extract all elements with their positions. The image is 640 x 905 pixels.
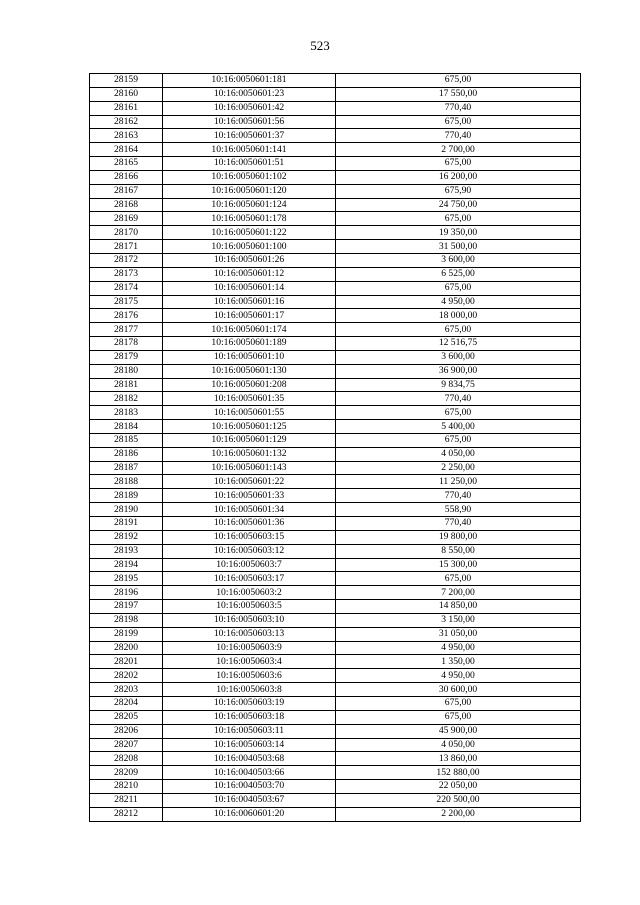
table-row: [90, 157, 581, 171]
row-number-cell: 28163: [90, 129, 163, 143]
table-row: [90, 74, 581, 88]
amount-cell: 675,00: [336, 212, 581, 226]
row-number-cell: 28186: [90, 447, 163, 461]
amount-cell: 4 050,00: [336, 447, 581, 461]
cadastral-number-cell: 10:16:0050601:178: [163, 212, 336, 226]
row-number-cell: 28167: [90, 184, 163, 198]
row-number-cell: 28164: [90, 143, 163, 157]
table-row: [90, 572, 581, 586]
cadastral-number-cell: 10:16:0050601:130: [163, 364, 336, 378]
amount-cell: 770,40: [336, 392, 581, 406]
row-number-cell: 28173: [90, 267, 163, 281]
table-row: [90, 489, 581, 503]
table-row: [90, 295, 581, 309]
cadastral-number-cell: 10:16:0050603:15: [163, 530, 336, 544]
cadastral-number-cell: 10:16:0050601:26: [163, 253, 336, 267]
table-row: [90, 350, 581, 364]
amount-cell: 11 250,00: [336, 475, 581, 489]
cadastral-number-cell: 10:16:0050601:208: [163, 378, 336, 392]
table-row: [90, 226, 581, 240]
cadastral-number-cell: 10:16:0050603:10: [163, 613, 336, 627]
table-row: [90, 724, 581, 738]
page-number: 523: [310, 38, 330, 53]
cadastral-number-cell: 10:16:0050601:102: [163, 170, 336, 184]
table-body: [90, 74, 581, 822]
row-number-cell: 28202: [90, 669, 163, 683]
table-row: [90, 281, 581, 295]
cadastral-number-cell: 10:16:0050603:14: [163, 738, 336, 752]
amount-cell: 24 750,00: [336, 198, 581, 212]
cadastral-number-cell: 10:16:0050601:56: [163, 115, 336, 129]
table-row: [90, 738, 581, 752]
cadastral-number-cell: 10:16:0050601:51: [163, 157, 336, 171]
cadastral-number-cell: 10:16:0050601:16: [163, 295, 336, 309]
amount-cell: 36 900,00: [336, 364, 581, 378]
cadastral-number-cell: 10:16:0050601:33: [163, 489, 336, 503]
cadastral-number-cell: 10:16:0050601:129: [163, 433, 336, 447]
amount-cell: 31 500,00: [336, 240, 581, 254]
amount-cell: 2 200,00: [336, 807, 581, 821]
cadastral-number-cell: 10:16:0050603:12: [163, 544, 336, 558]
row-number-cell: 28170: [90, 226, 163, 240]
row-number-cell: 28168: [90, 198, 163, 212]
amount-cell: 16 200,00: [336, 170, 581, 184]
row-number-cell: 28162: [90, 115, 163, 129]
cadastral-number-cell: 10:16:0050601:42: [163, 101, 336, 115]
amount-cell: 675,00: [336, 157, 581, 171]
table-row: [90, 143, 581, 157]
cadastral-number-cell: 10:16:0050601:10: [163, 350, 336, 364]
row-number-cell: 28189: [90, 489, 163, 503]
table-row: [90, 253, 581, 267]
table-row: [90, 87, 581, 101]
row-number-cell: 28178: [90, 337, 163, 351]
amount-cell: 675,00: [336, 572, 581, 586]
cadastral-number-cell: 10:16:0040503:67: [163, 793, 336, 807]
cadastral-number-cell: 10:16:0050601:35: [163, 392, 336, 406]
amount-cell: 770,40: [336, 489, 581, 503]
table-row: [90, 184, 581, 198]
table-row: [90, 212, 581, 226]
table-row: [90, 558, 581, 572]
row-number-cell: 28159: [90, 74, 163, 88]
cadastral-number-cell: 10:16:0050601:23: [163, 87, 336, 101]
row-number-cell: 28194: [90, 558, 163, 572]
table-row: [90, 240, 581, 254]
amount-cell: 675,00: [336, 406, 581, 420]
table-row: [90, 669, 581, 683]
table-row: [90, 101, 581, 115]
cadastral-number-cell: 10:16:0040503:68: [163, 752, 336, 766]
cadastral-number-cell: 10:16:0050601:37: [163, 129, 336, 143]
table-row: [90, 475, 581, 489]
cadastral-number-cell: 10:16:0050601:141: [163, 143, 336, 157]
amount-cell: 12 516,75: [336, 337, 581, 351]
table-row: [90, 793, 581, 807]
table-row: [90, 406, 581, 420]
amount-cell: 675,00: [336, 323, 581, 337]
amount-cell: 558,90: [336, 503, 581, 517]
row-number-cell: 28177: [90, 323, 163, 337]
table-row: [90, 710, 581, 724]
table-row: [90, 392, 581, 406]
amount-cell: 19 800,00: [336, 530, 581, 544]
table-row: [90, 461, 581, 475]
amount-cell: 9 834,75: [336, 378, 581, 392]
cadastral-number-cell: 10:16:0050601:189: [163, 337, 336, 351]
table-row: [90, 337, 581, 351]
row-number-cell: 28182: [90, 392, 163, 406]
cadastral-number-cell: 10:16:0050603:8: [163, 683, 336, 697]
table-row: [90, 309, 581, 323]
cadastral-number-cell: 10:16:0050601:122: [163, 226, 336, 240]
amount-cell: 770,40: [336, 517, 581, 531]
row-number-cell: 28185: [90, 433, 163, 447]
row-number-cell: 28200: [90, 641, 163, 655]
row-number-cell: 28211: [90, 793, 163, 807]
table-row: [90, 267, 581, 281]
amount-cell: 4 950,00: [336, 641, 581, 655]
amount-cell: 45 900,00: [336, 724, 581, 738]
cadastral-number-cell: 10:16:0050603:7: [163, 558, 336, 572]
amount-cell: 5 400,00: [336, 420, 581, 434]
table-row: [90, 752, 581, 766]
cadastral-number-cell: 10:16:0050601:22: [163, 475, 336, 489]
table-row: [90, 613, 581, 627]
table-row: [90, 766, 581, 780]
row-number-cell: 28199: [90, 627, 163, 641]
cadastral-number-cell: 10:16:0050601:34: [163, 503, 336, 517]
row-number-cell: 28190: [90, 503, 163, 517]
row-number-cell: 28197: [90, 600, 163, 614]
amount-cell: 675,00: [336, 433, 581, 447]
amount-cell: 1 350,00: [336, 655, 581, 669]
table-row: [90, 198, 581, 212]
cadastral-number-cell: 10:16:0050603:4: [163, 655, 336, 669]
row-number-cell: 28193: [90, 544, 163, 558]
cadastral-number-cell: 10:16:0050601:143: [163, 461, 336, 475]
table-row: [90, 447, 581, 461]
cadastral-number-cell: 10:16:0040503:70: [163, 780, 336, 794]
row-number-cell: 28181: [90, 378, 163, 392]
amount-cell: 19 350,00: [336, 226, 581, 240]
cadastral-number-cell: 10:16:0050603:5: [163, 600, 336, 614]
table-row: [90, 433, 581, 447]
row-number-cell: 28196: [90, 586, 163, 600]
cadastral-number-cell: 10:16:0050601:36: [163, 517, 336, 531]
cadastral-number-cell: 10:16:0050601:100: [163, 240, 336, 254]
table-row: [90, 115, 581, 129]
table-row: [90, 655, 581, 669]
table-row: [90, 627, 581, 641]
table-row: [90, 517, 581, 531]
table-row: [90, 323, 581, 337]
table-row: [90, 780, 581, 794]
row-number-cell: 28201: [90, 655, 163, 669]
amount-cell: 2 250,00: [336, 461, 581, 475]
row-number-cell: 28203: [90, 683, 163, 697]
cadastral-number-cell: 10:16:0050601:181: [163, 74, 336, 88]
row-number-cell: 28172: [90, 253, 163, 267]
amount-cell: 220 500,00: [336, 793, 581, 807]
cadastral-number-cell: 10:16:0050601:17: [163, 309, 336, 323]
table-row: [90, 586, 581, 600]
row-number-cell: 28209: [90, 766, 163, 780]
cadastral-number-cell: 10:16:0050603:19: [163, 696, 336, 710]
row-number-cell: 28191: [90, 517, 163, 531]
row-number-cell: 28195: [90, 572, 163, 586]
row-number-cell: 28166: [90, 170, 163, 184]
amount-cell: 675,90: [336, 184, 581, 198]
amount-cell: 675,00: [336, 696, 581, 710]
cadastral-number-cell: 10:16:0050601:124: [163, 198, 336, 212]
table-row: [90, 503, 581, 517]
table-row: [90, 170, 581, 184]
cadastral-number-cell: 10:16:0040503:66: [163, 766, 336, 780]
amount-cell: 675,00: [336, 74, 581, 88]
amount-cell: 675,00: [336, 281, 581, 295]
table-row: [90, 600, 581, 614]
cadastral-number-cell: 10:16:0050601:55: [163, 406, 336, 420]
amount-cell: 14 850,00: [336, 600, 581, 614]
table-row: [90, 696, 581, 710]
cadastral-number-cell: 10:16:0050603:11: [163, 724, 336, 738]
table-row: [90, 530, 581, 544]
cadastral-number-cell: 10:16:0050601:125: [163, 420, 336, 434]
cadastral-number-cell: 10:16:0050603:17: [163, 572, 336, 586]
cadastral-number-cell: 10:16:0050603:6: [163, 669, 336, 683]
amount-cell: 3 600,00: [336, 350, 581, 364]
amount-cell: 675,00: [336, 115, 581, 129]
amount-cell: 152 880,00: [336, 766, 581, 780]
row-number-cell: 28206: [90, 724, 163, 738]
cadastral-number-cell: 10:16:0050603:9: [163, 641, 336, 655]
cadastral-number-cell: 10:16:0050603:13: [163, 627, 336, 641]
row-number-cell: 28204: [90, 696, 163, 710]
amount-cell: 4 050,00: [336, 738, 581, 752]
row-number-cell: 28183: [90, 406, 163, 420]
amount-cell: 18 000,00: [336, 309, 581, 323]
cadastral-number-cell: 10:16:0050601:132: [163, 447, 336, 461]
row-number-cell: 28198: [90, 613, 163, 627]
amount-cell: 4 950,00: [336, 295, 581, 309]
table-row: [90, 378, 581, 392]
amount-cell: 8 550,00: [336, 544, 581, 558]
amount-cell: 770,40: [336, 101, 581, 115]
table-row: [90, 683, 581, 697]
row-number-cell: 28180: [90, 364, 163, 378]
row-number-cell: 28184: [90, 420, 163, 434]
amount-cell: 7 200,00: [336, 586, 581, 600]
amount-cell: 17 550,00: [336, 87, 581, 101]
cadastral-number-cell: 10:16:0050601:120: [163, 184, 336, 198]
cadastral-number-cell: 10:16:0060601:20: [163, 807, 336, 821]
row-number-cell: 28207: [90, 738, 163, 752]
amount-cell: 15 300,00: [336, 558, 581, 572]
amount-cell: 770,40: [336, 129, 581, 143]
table-row: [90, 807, 581, 821]
table-row: [90, 544, 581, 558]
amount-cell: 30 600,00: [336, 683, 581, 697]
row-number-cell: 28160: [90, 87, 163, 101]
row-number-cell: 28188: [90, 475, 163, 489]
row-number-cell: 28174: [90, 281, 163, 295]
data-table: [89, 73, 581, 822]
cadastral-number-cell: 10:16:0050603:18: [163, 710, 336, 724]
cadastral-number-cell: 10:16:0050601:14: [163, 281, 336, 295]
amount-cell: 22 050,00: [336, 780, 581, 794]
cadastral-number-cell: 10:16:0050603:2: [163, 586, 336, 600]
table-row: [90, 641, 581, 655]
row-number-cell: 28176: [90, 309, 163, 323]
table-row: [90, 420, 581, 434]
row-number-cell: 28187: [90, 461, 163, 475]
amount-cell: 4 950,00: [336, 669, 581, 683]
row-number-cell: 28192: [90, 530, 163, 544]
amount-cell: 31 050,00: [336, 627, 581, 641]
row-number-cell: 28169: [90, 212, 163, 226]
amount-cell: 2 700,00: [336, 143, 581, 157]
row-number-cell: 28208: [90, 752, 163, 766]
row-number-cell: 28210: [90, 780, 163, 794]
row-number-cell: 28179: [90, 350, 163, 364]
cadastral-number-cell: 10:16:0050601:12: [163, 267, 336, 281]
amount-cell: 3 150,00: [336, 613, 581, 627]
cadastral-number-cell: 10:16:0050601:174: [163, 323, 336, 337]
table-row: [90, 364, 581, 378]
row-number-cell: 28175: [90, 295, 163, 309]
row-number-cell: 28165: [90, 157, 163, 171]
row-number-cell: 28171: [90, 240, 163, 254]
amount-cell: 675,00: [336, 710, 581, 724]
table-row: [90, 129, 581, 143]
amount-cell: 13 860,00: [336, 752, 581, 766]
row-number-cell: 28205: [90, 710, 163, 724]
amount-cell: 6 525,00: [336, 267, 581, 281]
row-number-cell: 28212: [90, 807, 163, 821]
row-number-cell: 28161: [90, 101, 163, 115]
amount-cell: 3 600,00: [336, 253, 581, 267]
